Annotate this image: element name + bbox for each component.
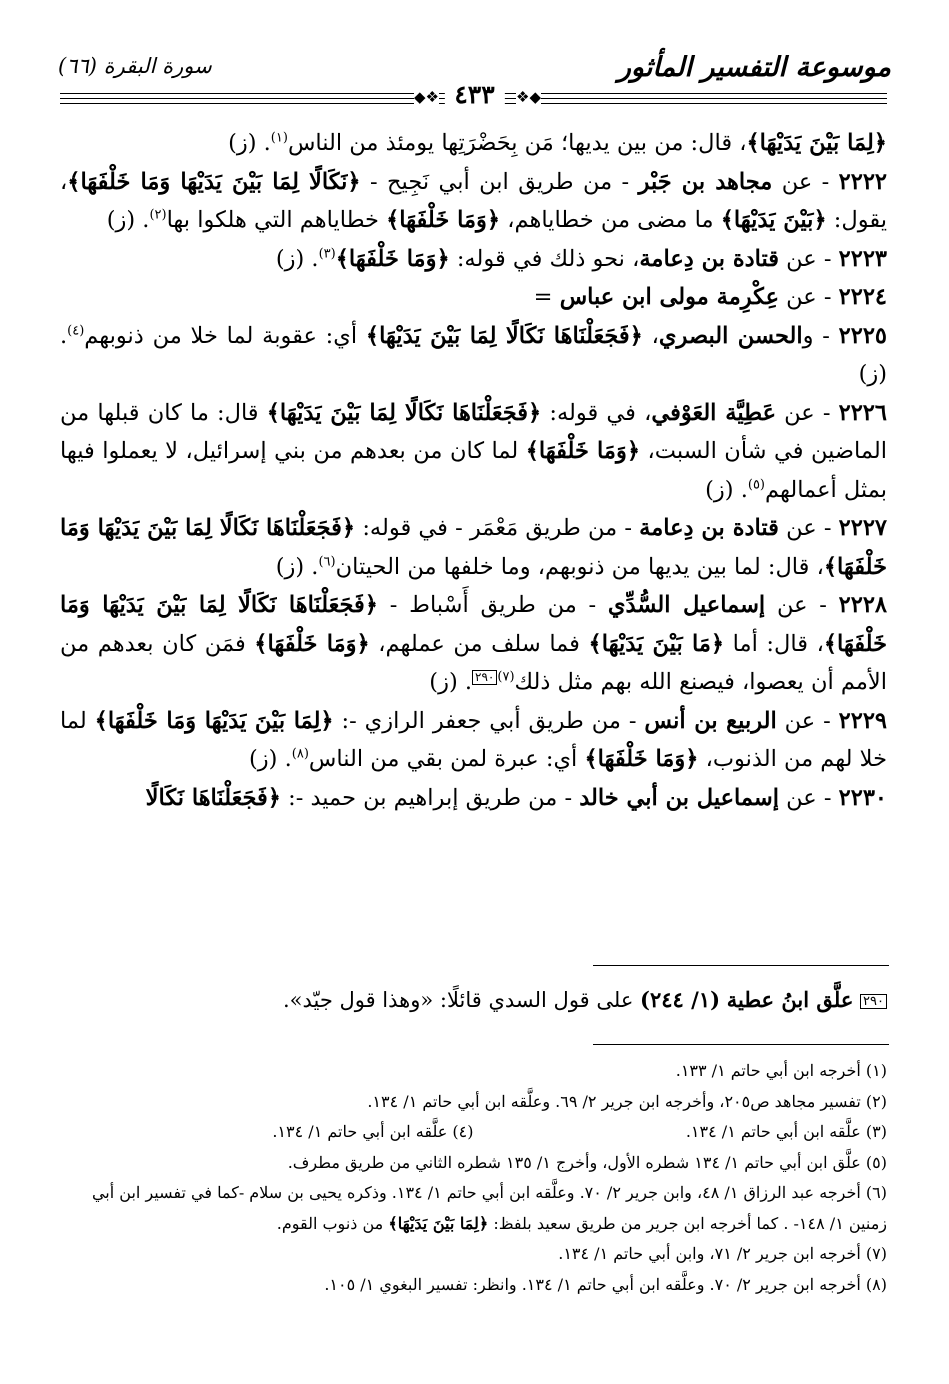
main-text bbox=[60, 124, 887, 817]
quran-quote: ﴿فَجَعَلْنَاهَا نَكَالًا bbox=[145, 784, 281, 811]
footnote: (٢) تفسير مجاهد ص٢٠٥، وأخرجه ابن جرير ٢/ ٦٩. وعلَّقه ابن أبي حاتم ١/ ١٣٤. bbox=[367, 1091, 887, 1111]
narrator-name: إسماعيل بن أبي خالد bbox=[579, 784, 780, 811]
footnote-ref: (٦) bbox=[318, 554, 336, 569]
text-run: أي: عبرة لمن بقي من الناس bbox=[308, 746, 585, 772]
text-run: ، قال: من بين يديها؛ مَن بِحَضْرَتِها يومئذ من الناس bbox=[287, 130, 747, 156]
narration-paragraph bbox=[60, 586, 887, 702]
narration-number: ٢٢٢٢ bbox=[838, 168, 888, 195]
text-run: . (ز) bbox=[106, 207, 150, 233]
narration-paragraph bbox=[60, 702, 887, 779]
text-run: ما مضى من خطاياهم، bbox=[500, 207, 721, 233]
text-run: . (ز) bbox=[705, 476, 748, 503]
text-run: ، قال: لما بين يديها من ذنوبهم، وما خلفها من الحيتان bbox=[335, 553, 824, 580]
quran-quote: ﴿نَكَالًا لِمَا بَيْنَ يَدَيْهَا وَمَا خَلْفَهَا﴾ bbox=[67, 168, 361, 195]
book-title: موسوعة التفسير المأثور bbox=[617, 52, 891, 83]
narration-number: ٢٢٣٠ bbox=[838, 784, 887, 811]
footnote-ref: (١) bbox=[270, 130, 288, 146]
text-run: . (ز) bbox=[228, 130, 271, 156]
text-run: لما كان من بعدهم من بني إسرائيل، لا يعملوا فيها بمثل أعمالهم bbox=[60, 438, 887, 503]
text-run: أي: عقوبة لما خلا من ذنوبهم bbox=[84, 322, 366, 349]
narration-paragraph bbox=[60, 509, 887, 586]
narration-number: ٢٢٢٥ bbox=[838, 322, 888, 349]
text-run: ، نحو ذلك في قوله: bbox=[449, 245, 640, 272]
footnote: (٤) علَّقه ابن أبي حاتم ١/ ١٣٤. bbox=[272, 1122, 474, 1141]
text-run: . (ز) bbox=[275, 553, 319, 580]
quran-quote: ﴿مَا بَيْنَ يَدَيْهَا﴾ bbox=[588, 630, 725, 657]
text-run: . (ز) bbox=[275, 245, 319, 272]
text-run: - من طريق أَسْباط - bbox=[378, 592, 608, 618]
text-run: - من طريق مَعْمَر - في قوله: bbox=[355, 515, 640, 541]
text-run: . (ز) bbox=[249, 746, 292, 772]
narration-number: ٢٢٢٨ bbox=[838, 592, 887, 618]
narration-number: ٢٢٢٦ bbox=[838, 399, 887, 426]
text-run: - عن bbox=[778, 515, 839, 541]
quran-quote: ﴿فَجَعَلْنَاهَا نَكَالًا لِمَا بَيْنَ يَدَيْهَا﴾ bbox=[266, 399, 542, 426]
footnote: (٨) أخرجه ابن جرير ٢/ ٧٠. وعلَّقه ابن أبي حاتم ١/ ١٣٤. وانظر: تفسير البغوي ١/ ١٠٥. bbox=[324, 1274, 887, 1294]
comment-author: علَّق ابنُ عطية bbox=[726, 987, 854, 1012]
narration-paragraph bbox=[60, 278, 887, 317]
text-run: ، في قوله: bbox=[541, 399, 652, 426]
ornament-icon: ◆❖ bbox=[414, 88, 439, 106]
quran-quote: ﴿فَجَعَلْنَاهَا نَكَالًا لِمَا بَيْنَ يَدَيْهَا وَمَا خَلْفَهَا﴾ bbox=[60, 515, 887, 580]
footnote-text: (٦) أخرجه عبد الرزاق ١/ ٤٨، وابن جرير ٢/ ٧٠. وعلَّقه ابن أبي حاتم ١/ ١٣٤. وذكره يحيى بن سلام -كما في تفسير ابن أبي زمنين ١/ ١٤٨- . كما أخرجه ابن جرير من طريق سعيد بلفظ: bbox=[91, 1183, 887, 1233]
text-run: قال: ما كان قبلها من الماضين في شأن السبت، bbox=[60, 399, 887, 464]
narration-paragraph bbox=[60, 317, 887, 394]
text-run: - عن bbox=[779, 245, 839, 272]
footnote-ref: (٣) bbox=[318, 246, 336, 261]
text-run: - عن bbox=[772, 168, 839, 195]
comment-ref: (١/ ٢٤٤) bbox=[640, 987, 721, 1012]
text-run: فمَن كان بعدهم من الأمم أن يعصوا، فيصنع الله بهم مثل ذلك bbox=[60, 630, 887, 695]
footnote-ref: (٨) bbox=[291, 746, 309, 762]
narration-paragraph bbox=[60, 240, 887, 279]
text-run: - من طريق ابن أبي نَجِيح - bbox=[360, 168, 639, 195]
quran-quote: ﴿فَجَعَلْنَاهَا نَكَالًا لِمَا بَيْنَ يَدَيْهَا﴾ bbox=[365, 322, 643, 349]
quran-quote: ﴿بَيْنَ يَدَيْهَا﴾ bbox=[720, 207, 827, 233]
narrator-name: الربيع بن أنس bbox=[644, 707, 777, 734]
text-run: فما سلف من عملهم، bbox=[369, 630, 589, 657]
text-run: = bbox=[533, 284, 560, 310]
text-run: - عن bbox=[776, 399, 839, 426]
surah-number: (٦٦) bbox=[58, 54, 97, 78]
text-run: - من طريق إبراهيم بن حميد -: bbox=[280, 784, 580, 811]
quran-quote: ﴿وَمَا خَلْفَهَا﴾ bbox=[335, 245, 450, 272]
narration-paragraph bbox=[60, 163, 887, 240]
quran-quote: ﴿وَمَا خَلْفَهَا﴾ bbox=[386, 207, 501, 233]
separator-line bbox=[593, 965, 889, 966]
footnote-ref: (٥) bbox=[747, 477, 765, 492]
text-run: - و bbox=[802, 322, 839, 349]
quran-quote: ﴿وَمَا خَلْفَهَا﴾ bbox=[584, 746, 699, 772]
narrator-name: عَطِيَّة العَوْفي bbox=[651, 399, 777, 426]
text-run: - عن bbox=[776, 707, 839, 734]
narrator-name: قتادة بن دِعامة bbox=[639, 515, 779, 541]
comment-text: على قول السدي قائلًا: «وهذا قول جيّد». bbox=[282, 988, 641, 1012]
narrator-name: الحسن البصري bbox=[658, 322, 803, 349]
footnote: (٥) علَّق ابن أبي حاتم ١/ ١٣٤ شطره الأول، وأخرج ١/ ١٣٥ شطره الثاني من طريق مطرف. bbox=[287, 1152, 887, 1172]
footnote: (٧) أخرجه ابن جرير ٢/ ٧١، وابن أبي حاتم ١/ ١٣٤. bbox=[558, 1244, 887, 1263]
narrator-name: مجاهد بن جَبْر bbox=[638, 168, 773, 195]
narration-number: ٢٢٢٤ bbox=[838, 284, 887, 310]
quran-quote: ﴿لِمَا بَيْنَ يَدَيْهَا وَمَا خَلْفَهَا﴾ bbox=[94, 707, 334, 734]
narrator-name: إسماعيل السُّدِّي bbox=[607, 592, 766, 618]
comment-ref-box: ٢٩٠ bbox=[472, 670, 497, 685]
footnote-text: من ذنوب القوم. bbox=[276, 1213, 389, 1233]
text-run: - عن bbox=[779, 784, 839, 811]
surah-name: سورة البقرة bbox=[103, 54, 212, 78]
footnote-quran: ﴿لِمَا بَيْنَ يَدَيْهَا﴾ bbox=[388, 1213, 489, 1233]
narration-paragraph bbox=[60, 394, 887, 510]
narration-number: ٢٢٢٧ bbox=[838, 515, 887, 541]
text-run: ، يقول: bbox=[60, 168, 887, 233]
text-run: لما خلا لهم من الذنوب، bbox=[60, 707, 887, 772]
ornament-icon: ❖◆ bbox=[516, 88, 541, 106]
footnote-ref: (٤) bbox=[67, 323, 85, 338]
text-run: . (ز) bbox=[429, 669, 473, 695]
paragraph-continuation bbox=[60, 124, 887, 163]
quran-quote: ﴿وَمَا خَلْفَهَا﴾ bbox=[525, 438, 641, 464]
quran-quote: ﴿وَمَا خَلْفَهَا﴾ bbox=[254, 630, 370, 657]
narration-paragraph bbox=[60, 779, 887, 818]
editor-comment bbox=[60, 985, 887, 1015]
page-number: ٤٣٣ bbox=[444, 80, 504, 109]
footnote-separator bbox=[593, 1044, 889, 1045]
footnote-ref: (٧) bbox=[497, 669, 515, 685]
quran-quote: ﴿لِمَا بَيْنَ يَدَيْهَا﴾ bbox=[746, 130, 887, 156]
footnote-row bbox=[60, 1117, 887, 1148]
text-run: - عن bbox=[779, 284, 839, 310]
narrator-name: قتادة بن دِعامة bbox=[639, 245, 780, 272]
narration-number: ٢٢٢٣ bbox=[838, 245, 887, 272]
surah-label bbox=[58, 54, 212, 78]
text-run: . (ز) bbox=[60, 322, 887, 387]
footnote-ref: (٢) bbox=[149, 207, 167, 223]
text-run: خطاياهم التي هلكوا بها bbox=[166, 207, 387, 233]
narrator-name: عِكْرِمة مولى ابن عباس bbox=[559, 284, 780, 310]
footnote: (٣) علَّقه ابن أبي حاتم ١/ ١٣٤. bbox=[685, 1122, 887, 1141]
narration-number: ٢٢٢٩ bbox=[838, 707, 887, 734]
footnote: (١) أخرجه ابن أبي حاتم ١/ ١٣٣. bbox=[675, 1061, 887, 1080]
text-run: ، قال: أما bbox=[724, 630, 824, 657]
footnotes bbox=[60, 1056, 887, 1300]
quran-quote: ﴿فَجَعَلْنَاهَا نَكَالًا لِمَا بَيْنَ يَدَيْهَا وَمَا خَلْفَهَا﴾ bbox=[60, 592, 887, 657]
comment-ref-box: ٢٩٠ bbox=[860, 994, 887, 1009]
footnote bbox=[60, 1178, 887, 1239]
text-run: ، bbox=[642, 322, 659, 349]
text-run: - عن bbox=[765, 592, 839, 618]
text-run: - من طريق أبي جعفر الرازي -: bbox=[333, 707, 645, 734]
